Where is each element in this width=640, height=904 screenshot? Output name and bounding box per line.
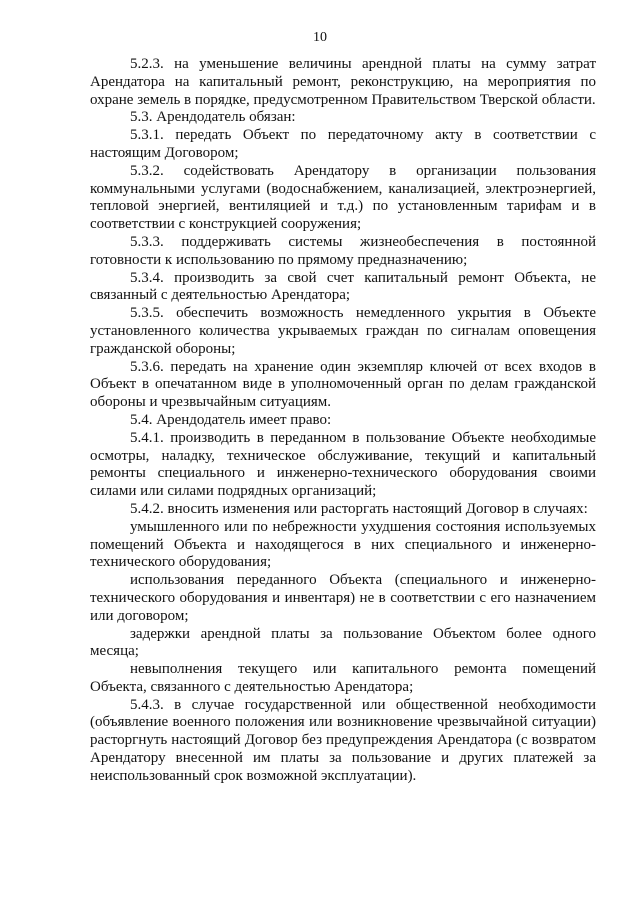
case-item-rent-delay: задержки арендной платы за пользование Объектом более одного месяца; [90,625,596,660]
paragraph-5-3-1: 5.3.1. передать Объект по передаточному акту в соответствии с настоящим Договором; [90,127,596,161]
paragraph-5-3-4: 5.3.4. производить за свой счет капитальный ремонт Объекта, не связанный с деятельностью Арендатора; [90,269,596,304]
heading-5-4: 5.4. Арендодатель имеет право: [130,411,332,428]
case-item-repair-failure: невыполнения текущего или капитального ремонта помещений Объекта, связанного с деятельностью Арендатора; [90,661,596,695]
paragraph-5-3-2: 5.3.2. содействовать Арендатору в организации пользования коммунальными услугами (водоснабжением, канализацией, электроэнергией, тепловой энергией, вентиляцией и т.д.) по установленным тарифам и в соответствии с конструкцией сооружения; [90,162,596,233]
paragraph-5-4-3: 5.4.3. в случае государственной или общественной необходимости (объявление военного положения или возникновение чрезвычайной ситуации) расторгнуть настоящий Договор без предупреждения Арендатора (с возвратом Арендатору внесенной им платы за пользование и других платежей за неиспользованный срок возможной эксплуатации). [90,696,596,784]
paragraph-5-4-1: 5.4.1. производить в переданном в пользование Объекте необходимые осмотры, наладку, техническое обслуживание, текущий и капитальный ремонты специального и инженерно-технического оборудования своими силами или силами подрядных организаций; [90,429,596,500]
case-item-deterioration: умышленного или по небрежности ухудшения состояния используемых помещений Объекта и находящегося в них специального и инженерно-технического оборудования; [90,518,596,571]
document-body [90,56,596,786]
heading-5-3: 5.3. Арендодатель обязан: [130,109,296,126]
paragraph-5-3-3: 5.3.3. поддерживать системы жизнеобеспечения в постоянной готовности к использованию по прямому предназначению; [90,233,596,268]
paragraph-5-3-5: 5.3.5. обеспечить возможность немедленного укрытия в Объекте установленного количества укрываемых граждан по сигналам оповещения гражданской обороны; [90,305,596,357]
paragraph-5-4-2: 5.4.2. вносить изменения или расторгать настоящий Договор в случаях: [130,500,588,517]
page-number: 10 [313,30,327,45]
paragraph-5-2-3: 5.2.3. на уменьшение величины арендной платы на сумму затрат Арендатора на капитальный ремонт, реконструкцию, на мероприятия по охране земель в порядке, предусмотренном Правительством Тверской области. [90,56,596,108]
paragraph-5-3-6: 5.3.6. передать на хранение один экземпляр ключей от всех входов в Объект в опечатанном виде в уполномоченный орган по делам гражданской обороны и чрезвычайным ситуациям. [90,358,596,411]
case-item-misuse: использования переданного Объекта (специального и инженерно-технического оборудования и инвентаря) не в соответствии с его назначением или договором; [90,572,596,624]
